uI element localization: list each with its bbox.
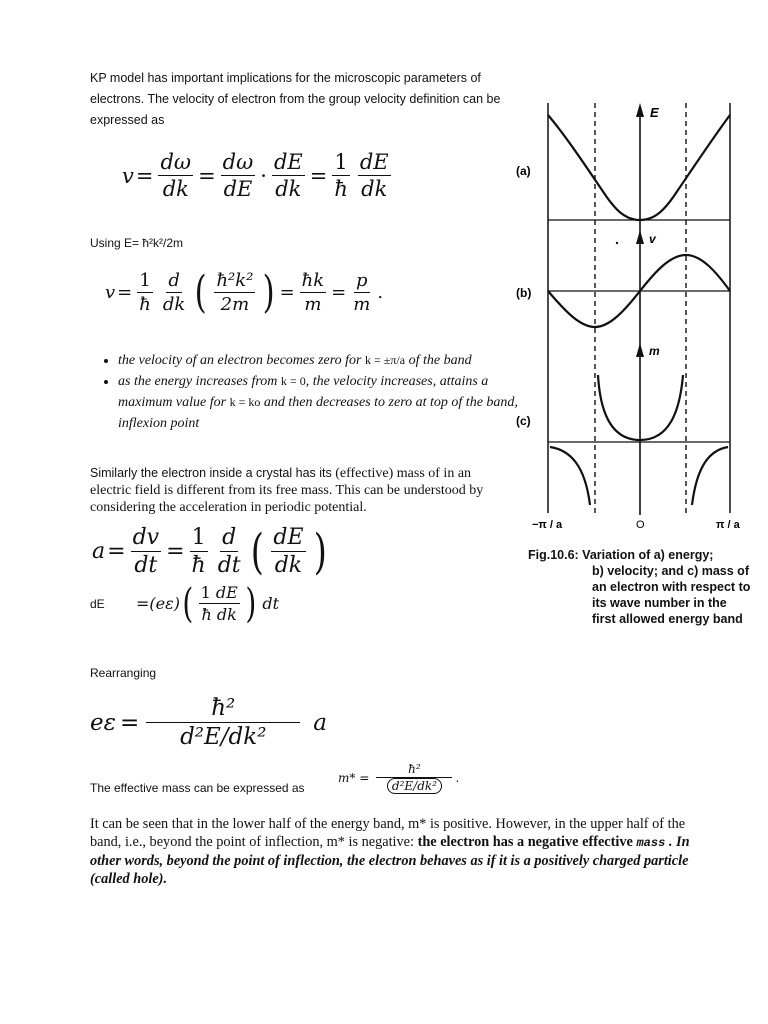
x-tick-pos: π / a bbox=[716, 519, 740, 531]
de-label: dE bbox=[90, 596, 105, 611]
mass-curve-right bbox=[692, 447, 728, 505]
velocity-dot bbox=[616, 242, 618, 244]
x-tick-zero: O bbox=[636, 519, 645, 531]
effective-mass-equation: m* = $\frac{\text{ħ²}}{\text{d²E/dk²}}$ . bbox=[338, 762, 460, 793]
intro-paragraph: KP model has important implications for the microscopic parameters of electrons. The velocity of electron from the group velocity definition can be expressed as bbox=[90, 71, 501, 127]
mass-arrow-icon bbox=[636, 343, 644, 357]
velocity-momentum-equation: v = $\frac{1}{ħ}$ $\frac{d}{dk}$ ( $\frac{\text{ħ²k²}}{2m}$ ) = $\frac{ħk}{m}$ = $\frac{p}{m}$ . bbox=[105, 266, 384, 318]
force-equation: eε = $\frac{\text{ħ²}}{\text{d²E/dk²}}$ a bbox=[90, 695, 327, 750]
conclusion-paragraph: It can be seen that in the lower half of the energy band, m* is positive. However, in the upper half of the band, i.e., beyond the point of inflection, m* is negative: the electron has a negative effective mass . In other words, beyond the point of inflection, the electron behaves as if it is a positively charged particle (called hole). bbox=[90, 816, 690, 887]
mass-axis-label: m bbox=[649, 344, 660, 358]
energy-curve bbox=[548, 115, 730, 220]
energy-change-equation: dE = (eε) ( $\frac{1 dE}{\text{ħ dk}}$ ) dt bbox=[90, 580, 280, 627]
figure-caption: Fig.10.6: Variation of a) energy; b) velocity; and c) mass of an electron with respect to its wave number in the first allowed energy band bbox=[528, 548, 751, 626]
effective-mass-label: The effective mass can be expressed as bbox=[90, 781, 305, 795]
rearranging-label: Rearranging bbox=[90, 666, 157, 680]
energy-axis-label: E bbox=[650, 105, 659, 120]
bullet-item: • as the energy increases from k = 0, the velocity increases, attains a maximum value for k = ko and then decreases to zero at top of the band, inflexion point bbox=[118, 371, 518, 434]
mass-curve-left bbox=[550, 447, 590, 505]
panel-label-c: (c) bbox=[516, 414, 531, 428]
bullet-item: • the velocity of an electron becomes zero for k = ±π/a of the band bbox=[118, 350, 518, 371]
velocity-group-equation: v = $\frac{d\omega}{dk}$ = $\frac{d\omega}{dE}$ · $\frac{dE}{dk}$ = $\frac{1}{ħ}$ $\frac{dE}{dk}$ bbox=[122, 150, 389, 201]
band-figure bbox=[510, 95, 765, 540]
velocity-bullets bbox=[92, 350, 518, 434]
using-energy-label: Using E= ħ²k²/2m bbox=[90, 236, 184, 250]
energy-arrow-icon bbox=[636, 103, 644, 117]
effective-mass-intro: Similarly the electron inside a crystal has its (effective) mass of in an electric field is different from its free mass. This can be understood by considering the acceleration in periodic potential. bbox=[90, 466, 484, 515]
panel-label-a: (a) bbox=[516, 164, 531, 178]
velocity-axis-label: v bbox=[649, 232, 656, 246]
velocity-arrow-icon bbox=[636, 230, 644, 244]
panel-label-b: (b) bbox=[516, 286, 532, 300]
acceleration-equation: a = $\frac{dv}{dt}$ = $\frac{1}{ħ}$ $\frac{d}{dt}$ ( $\frac{dE}{dk}$ ) bbox=[92, 523, 327, 580]
x-tick-neg: −π / a bbox=[532, 519, 563, 531]
